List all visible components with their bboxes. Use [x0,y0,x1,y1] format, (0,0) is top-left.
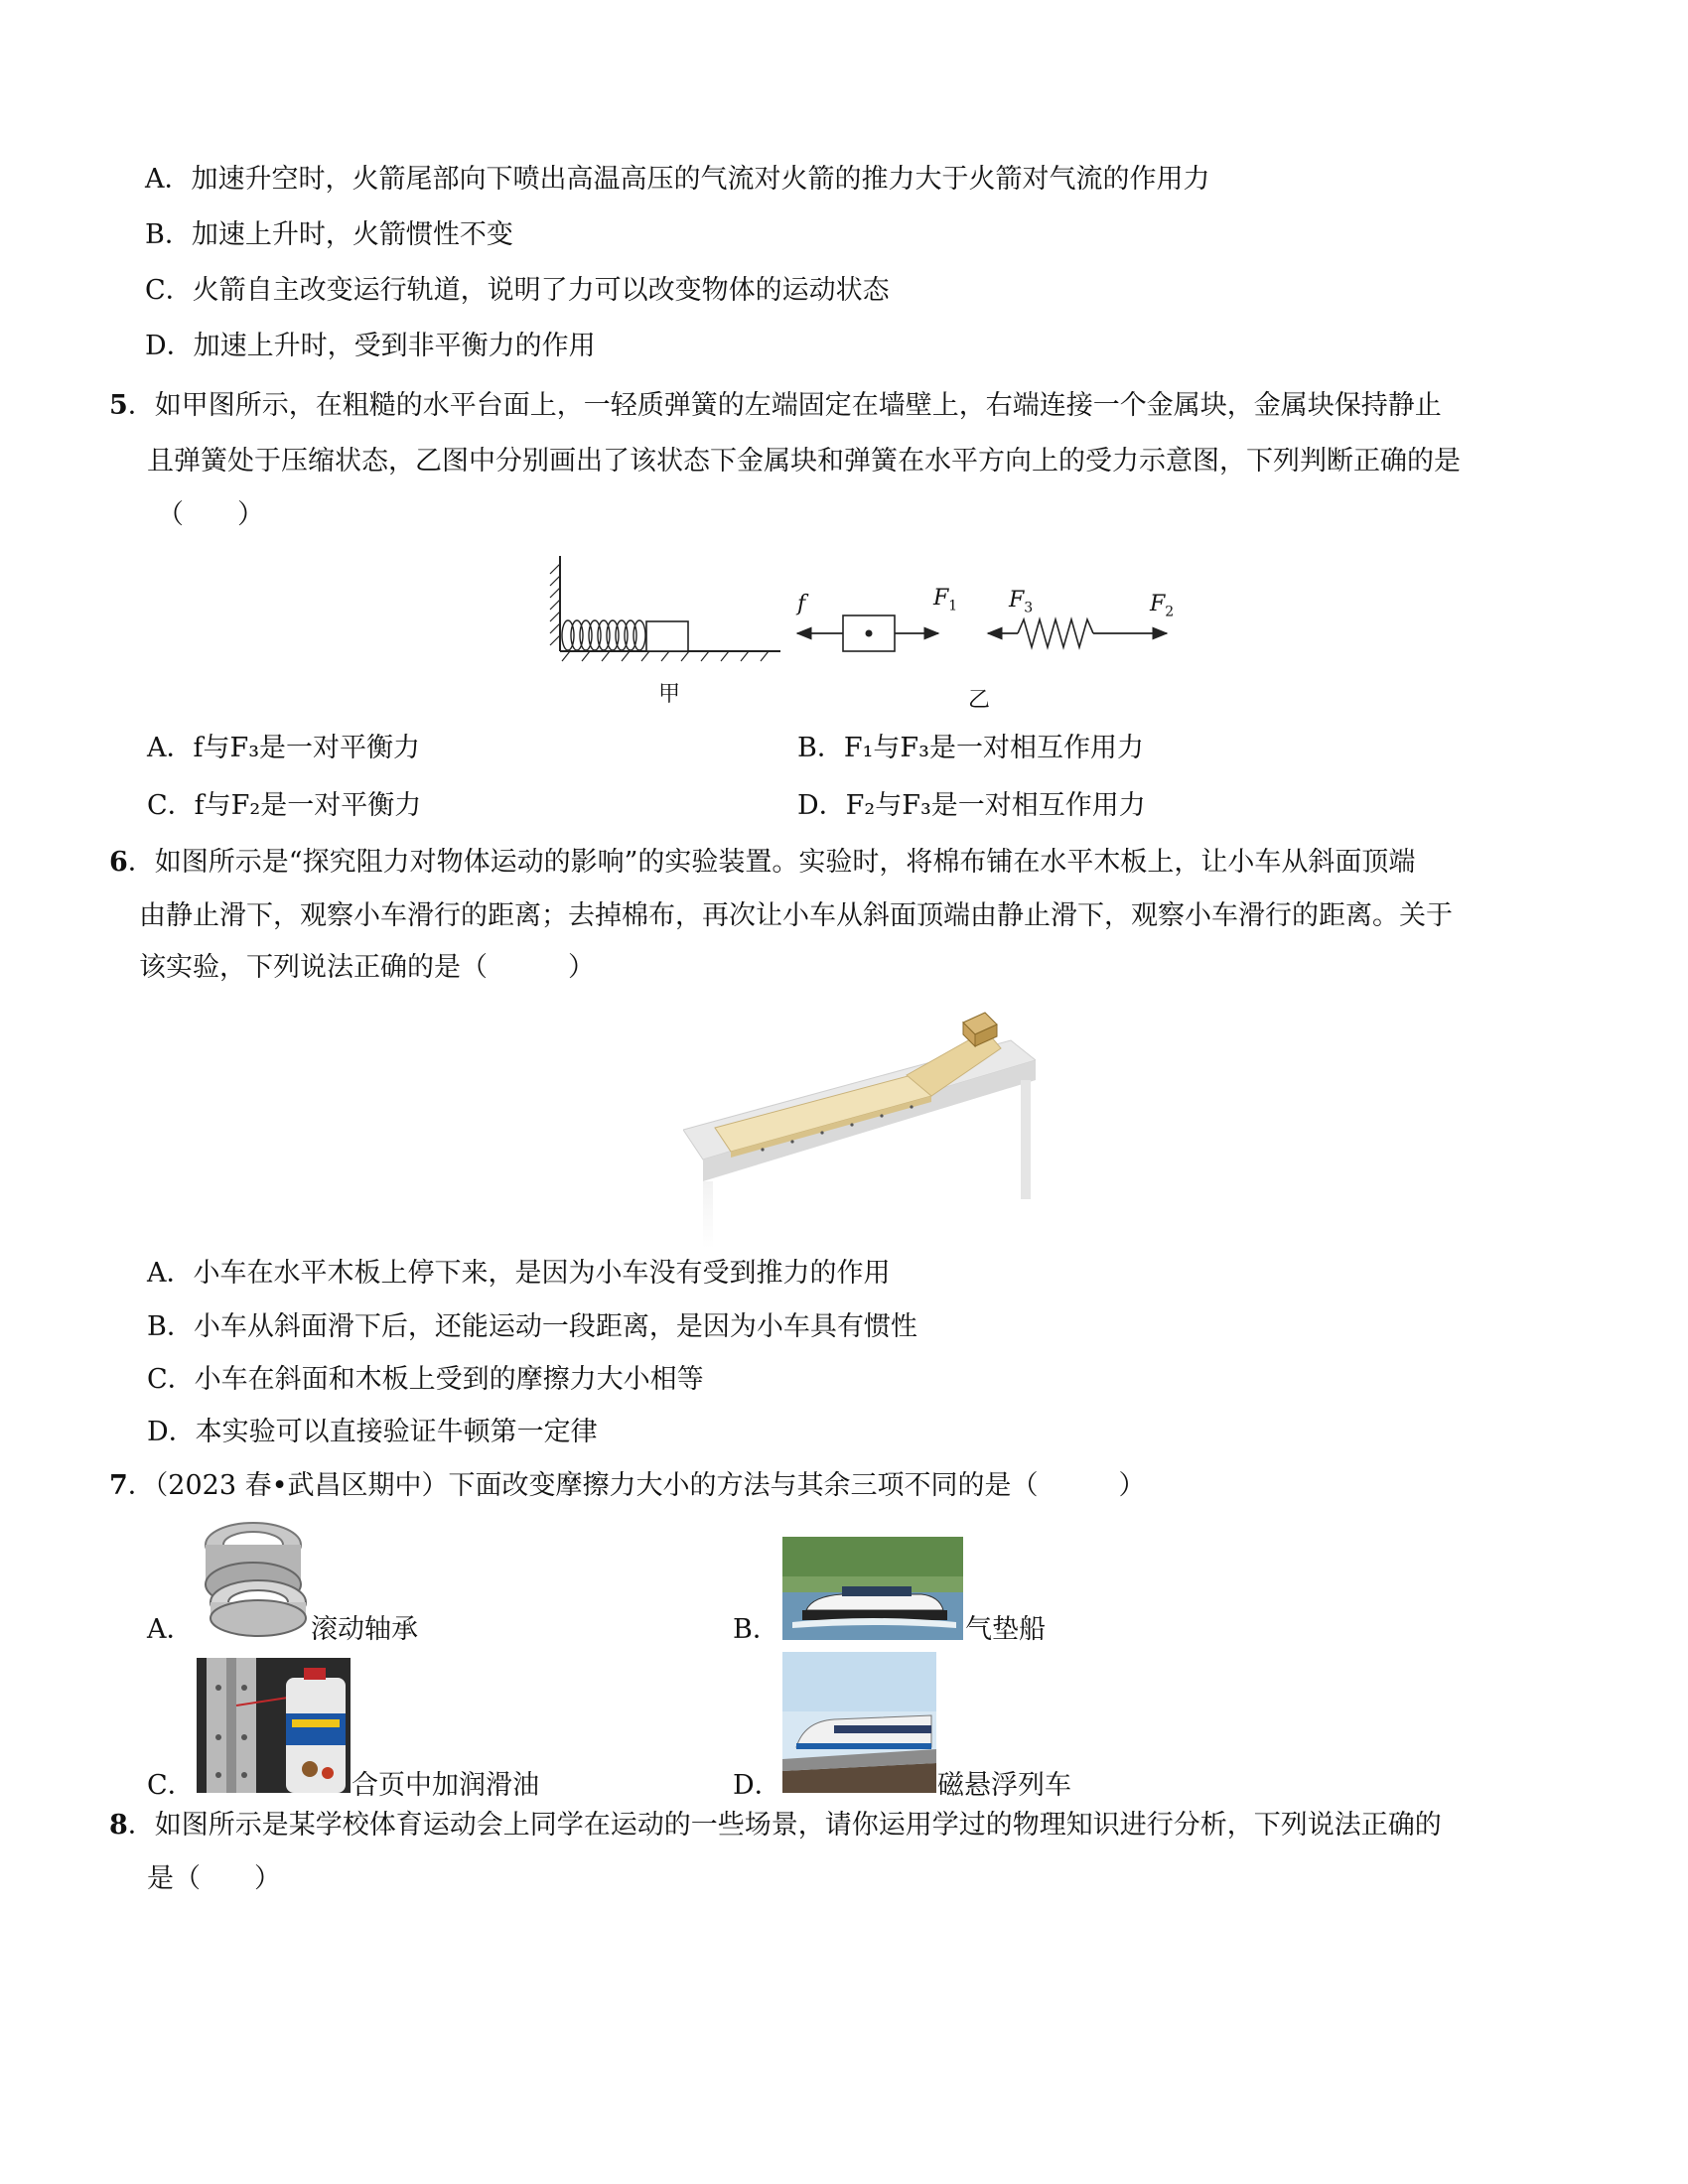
q7-option-b-label: 气垫船 [965,1614,1046,1645]
force-label-f2: $F_2$ [1150,592,1175,620]
q7-number: 7 [109,1470,128,1501]
ramp-experiment-figure [683,1001,1036,1249]
hinge-lubricant-photo [197,1658,351,1793]
force-label-f: f [797,592,806,616]
q7-option-c-letter: C． [147,1770,195,1801]
q6-stem-line2: 由静止滑下，观察小车滑行的距离；去掉棉布，再次让小车从斜面顶端由静止滑下，观察小车滑行的距离。关于 [139,900,1453,931]
hovercraft-photo [782,1537,963,1640]
q7-option-c-label: 合页中加润滑油 [352,1770,539,1801]
maglev-train-photo [782,1652,936,1793]
q6-option-b: B．小车从斜面滑下后，还能运动一段距离，是因为小车具有惯性 [147,1311,917,1342]
q8-number: 8 [109,1810,128,1841]
q7-stem: 7．（2023 春•武昌区期中）下面改变摩擦力大小的方法与其余三项不同的是（ ） [109,1470,1146,1501]
q6-option-d: D．本实验可以直接验证牛顿第一定律 [147,1417,598,1447]
q7-option-b-letter: B． [733,1614,779,1645]
figure-label-yi: 乙 [968,688,991,713]
q8-stem-line2: 是（ ） [147,1863,281,1894]
q7-option-a-label: 滚动轴承 [311,1614,418,1645]
q7-option-d-letter: D． [733,1770,781,1801]
q5-stem-line1: 5．如甲图所示，在粗糙的水平台面上，一轻质弹簧的左端固定在墙壁上，右端连接一个金属块，金属块保持静止 [109,390,1442,421]
q5-number: 5 [109,390,128,421]
force-label-f1: $F_1$ [933,586,958,614]
q4-option-b: B．加速上升时，火箭惯性不变 [145,219,513,250]
force-diagram-figure [789,596,1172,665]
force-label-f3: $F_3$ [1009,588,1034,616]
figure-label-jia: 甲 [658,682,681,707]
spring-wall-figure [546,556,784,675]
q7-option-a-letter: A． [147,1614,194,1645]
q5-option-a: A．f与F₃是一对平衡力 [147,733,421,763]
q7-option-d-label: 磁悬浮列车 [937,1770,1071,1801]
q5-option-d: D．F₂与F₃是一对相互作用力 [797,790,1146,821]
q8-stem-line1: 8．如图所示是某学校体育运动会上同学在运动的一些场景，请你运用学过的物理知识进行分析，下列说法正确的 [109,1810,1442,1841]
q6-option-a: A．小车在水平木板上停下来，是因为小车没有受到推力的作用 [147,1258,891,1289]
q4-option-c: C．火箭自主改变运行轨道，说明了力可以改变物体的运动状态 [145,275,890,306]
q5-stem-line3: （ ） [157,499,264,530]
bearing-photo [197,1507,310,1638]
q6-stem-line3: 该实验，下列说法正确的是（ ） [139,952,595,983]
q4-option-a: A．加速升空时，火箭尾部向下喷出高温高压的气流对火箭的推力大于火箭对气流的作用力 [145,164,1210,195]
q6-option-c: C．小车在斜面和木板上受到的摩擦力大小相等 [147,1364,704,1395]
q6-stem-line1: 6．如图所示是“探究阻力对物体运动的影响”的实验装置。实验时，将棉布铺在水平木板上，让小车从斜面顶端 [109,847,1416,878]
q4-option-d: D．加速上升时，受到非平衡力的作用 [145,331,596,361]
q5-option-c: C．f与F₂是一对平衡力 [147,790,422,821]
q6-number: 6 [109,847,128,878]
q5-stem-line2: 且弹簧处于压缩状态，乙图中分别画出了该状态下金属块和弹簧在水平方向上的受力示意图，下列判断正确的是 [147,446,1461,477]
q5-option-b: B．F₁与F₃是一对相互作用力 [797,733,1144,763]
